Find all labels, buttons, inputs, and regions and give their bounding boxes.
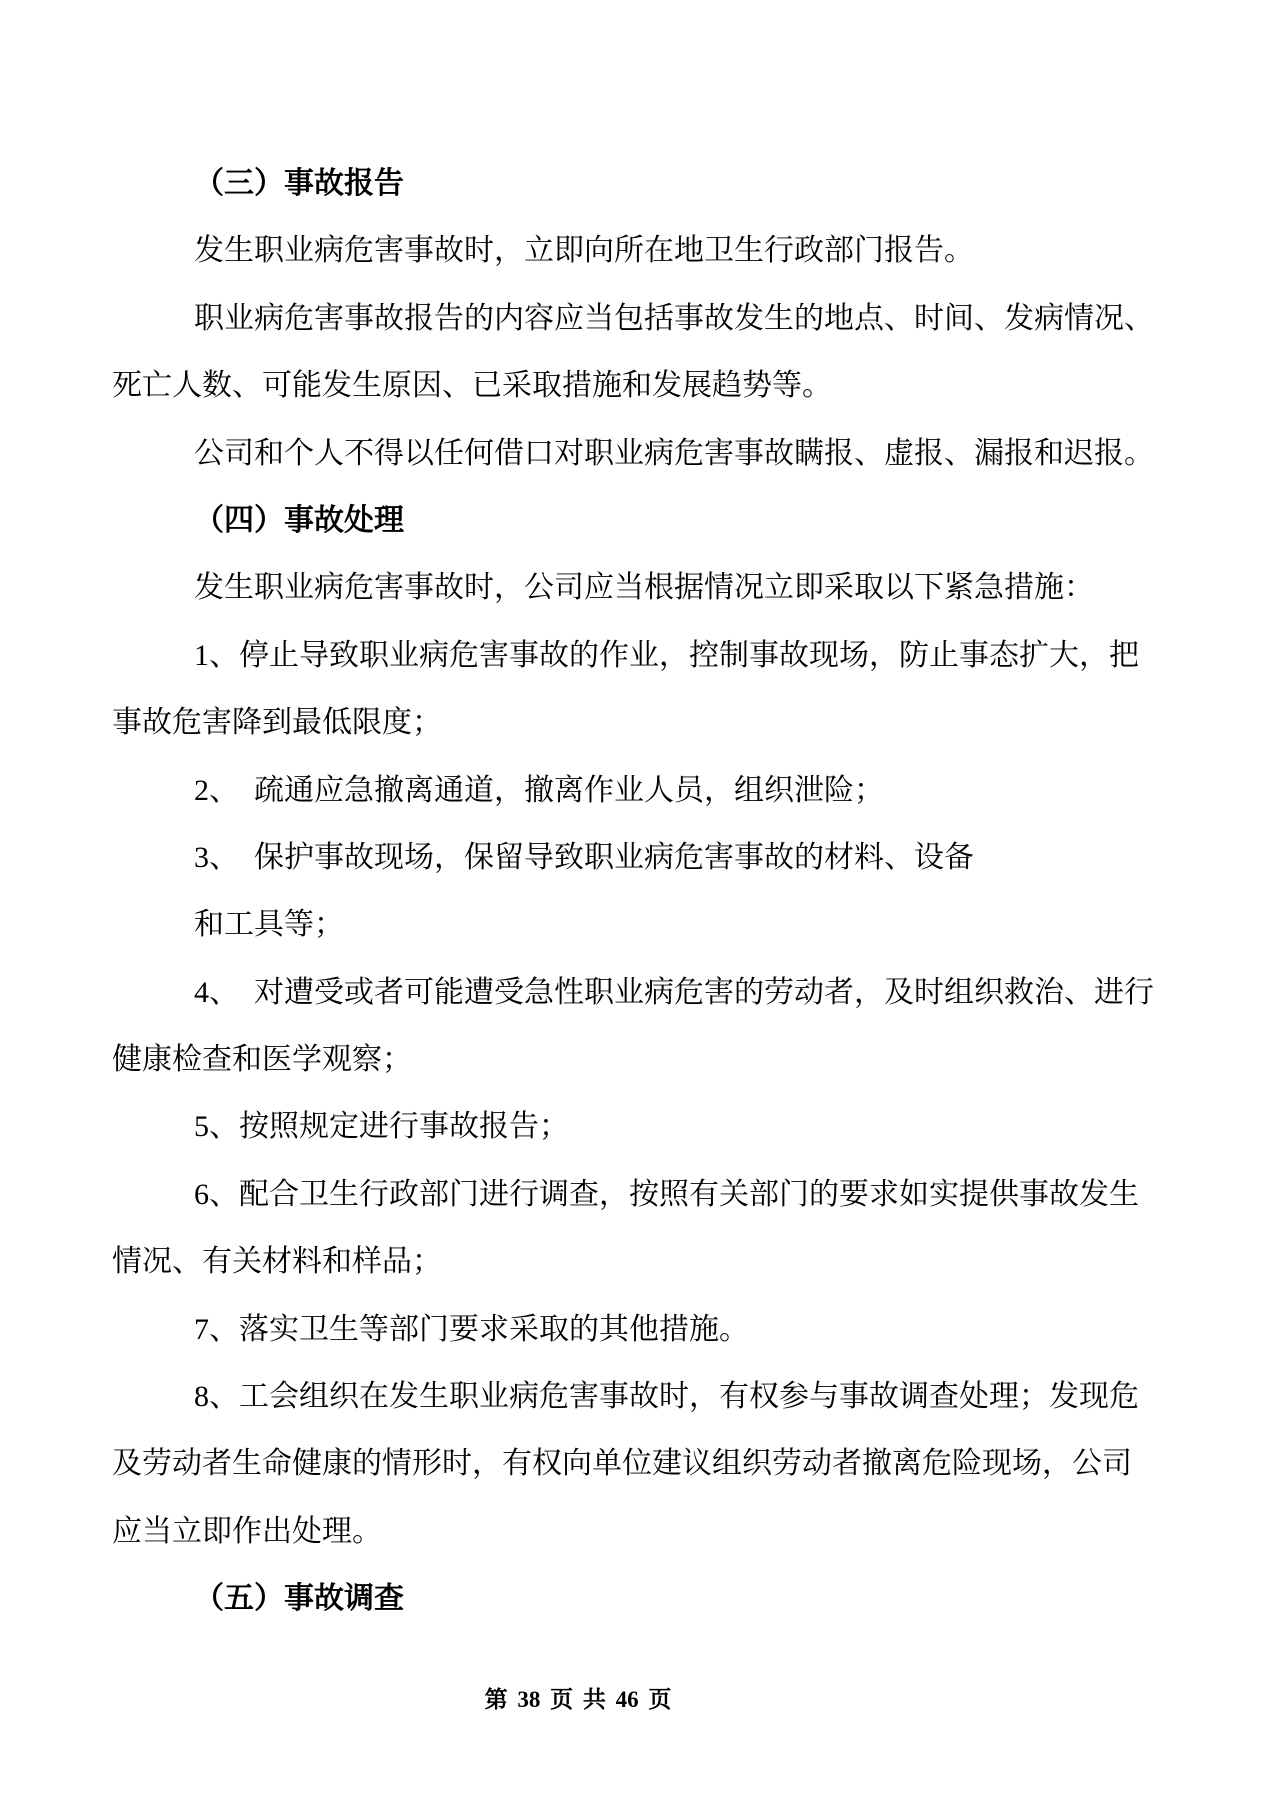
section-heading: （五）事故调查 [194, 1582, 404, 1616]
text-block [112, 150, 1170, 1633]
text-line: 公司和个人不得以任何借口对职业病危害事故瞒报、虚报、漏报和迟报。 [194, 436, 1154, 470]
section-heading: （四）事故处理 [194, 503, 404, 537]
text-line: 发生职业病危害事故时，立即向所在地卫生行政部门报告。 [194, 234, 974, 268]
text-line: 2、 疏通应急撤离通道，撤离作业人员，组织泄险； [194, 773, 884, 807]
text-line: 及劳动者生命健康的情形时，有权向单位建议组织劳动者撤离危险现场，公司 [112, 1447, 1132, 1481]
text-line: 1、停止导致职业病危害事故的作业，控制事故现场，防止事态扩大，把 [194, 638, 1139, 672]
text-line: 3、 保护事故现场，保留导致职业病危害事故的材料、设备 [194, 840, 974, 874]
text-line: 职业病危害事故报告的内容应当包括事故发生的地点、时间、发病情况、 [194, 301, 1154, 335]
text-line: 情况、有关材料和样品； [112, 1245, 442, 1279]
text-line: 健康检查和医学观察； [112, 1043, 412, 1077]
text-line: 发生职业病危害事故时，公司应当根据情况立即采取以下紧急措施： [194, 571, 1094, 605]
text-line: 5、按照规定进行事故报告； [194, 1110, 569, 1144]
text-line: 4、 对遭受或者可能遭受急性职业病危害的劳动者，及时组织救治、进行 [194, 975, 1154, 1009]
text-line: 7、落实卫生等部门要求采取的其他措施。 [194, 1312, 749, 1346]
text-line: 死亡人数、可能发生原因、已采取措施和发展趋势等。 [112, 369, 832, 403]
section-heading: （三）事故报告 [194, 167, 404, 200]
text-line: 6、配合卫生行政部门进行调查，按照有关部门的要求如实提供事故发生 [194, 1177, 1139, 1211]
text-line: 应当立即作出处理。 [112, 1514, 382, 1548]
text-line: 和工具等； [194, 908, 344, 942]
text-line: 8、工会组织在发生职业病危害事故时，有权参与事故调查处理；发现危 [194, 1380, 1139, 1414]
page-footer: 第 38 页 共 46 页 [484, 1687, 672, 1712]
text-line: 事故危害降到最低限度； [112, 706, 442, 740]
